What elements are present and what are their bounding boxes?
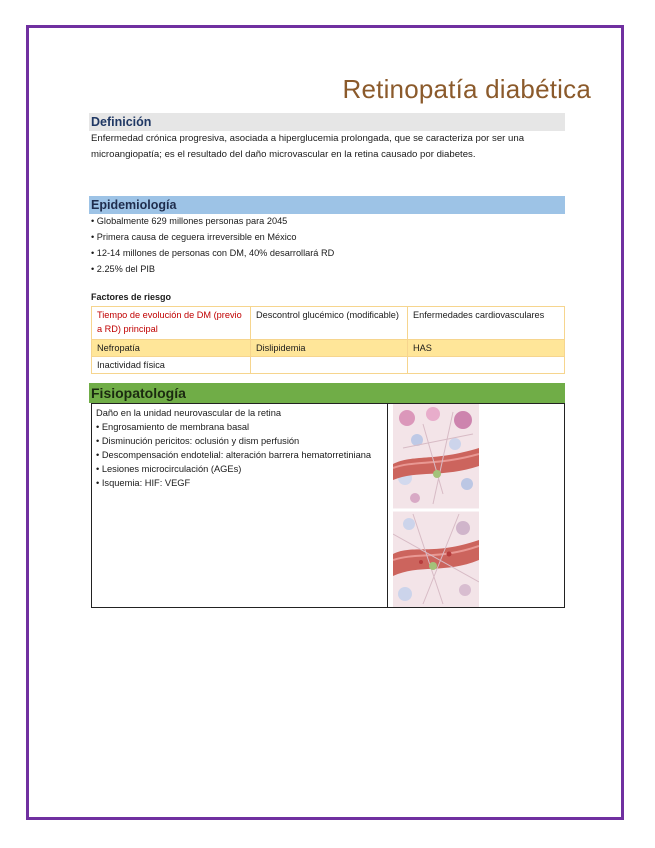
column-divider — [387, 404, 388, 607]
table-cell: Descontrol glucémico (modificable) — [251, 307, 408, 340]
table-row — [92, 307, 565, 340]
table-cell: Dislipidemia — [251, 340, 408, 357]
list-item: • Lesiones microcirculación (AGEs) — [96, 462, 381, 476]
retina-illustration — [393, 404, 479, 607]
list-item: • Isquemia: HIF: VEGF — [96, 476, 381, 490]
epidemiologia-heading: Epidemiología — [89, 196, 565, 214]
table-cell: HAS — [408, 340, 565, 357]
fisiopatologia-heading: Fisiopatología — [89, 383, 565, 403]
table-cell — [251, 357, 408, 374]
list-item: • Primera causa de ceguera irreversible en México — [91, 229, 334, 245]
table-row — [92, 340, 565, 357]
list-item: • 12-14 millones de personas con DM, 40% desarrollará RD — [91, 245, 334, 261]
factores-table — [91, 306, 565, 374]
table-cell — [408, 357, 565, 374]
table-cell: Tiempo de evolución de DM (previo a RD) principal — [92, 307, 251, 340]
page-title: Retinopatía diabética — [342, 74, 591, 104]
list-item: • Globalmente 629 millones personas para 2045 — [91, 213, 334, 229]
epidemiologia-list — [91, 213, 334, 277]
factores-label: Factores de riesgo — [91, 292, 172, 302]
fisiopatologia-text — [96, 406, 381, 490]
fisiopatologia-intro: Daño en la unidad neurovascular de la retina — [96, 408, 282, 418]
list-item: • Engrosamiento de membrana basal — [96, 420, 381, 434]
list-item: • Descompensación endotelial: alteración barrera hematorretiniana — [96, 448, 381, 462]
fisiopatologia-box — [91, 403, 565, 608]
list-item: • Disminución pericitos: oclusión y dism perfusión — [96, 434, 381, 448]
fisiopatologia-list — [96, 420, 381, 490]
list-item: • 2.25% del PIB — [91, 261, 334, 277]
definicion-heading: Definición — [89, 113, 565, 131]
table-cell: Nefropatía — [92, 340, 251, 357]
table-cell: Inactividad física — [92, 357, 251, 374]
table-row — [92, 357, 565, 374]
definicion-text: Enfermedad crónica progresiva, asociada a hiperglucemia prolongada, que se caracteriza por ser una microangiopatía; es el resultado del daño microvascular en la retina causado por diabetes. — [91, 133, 525, 160]
table-cell: Enfermedades cardiovasculares — [408, 307, 565, 340]
